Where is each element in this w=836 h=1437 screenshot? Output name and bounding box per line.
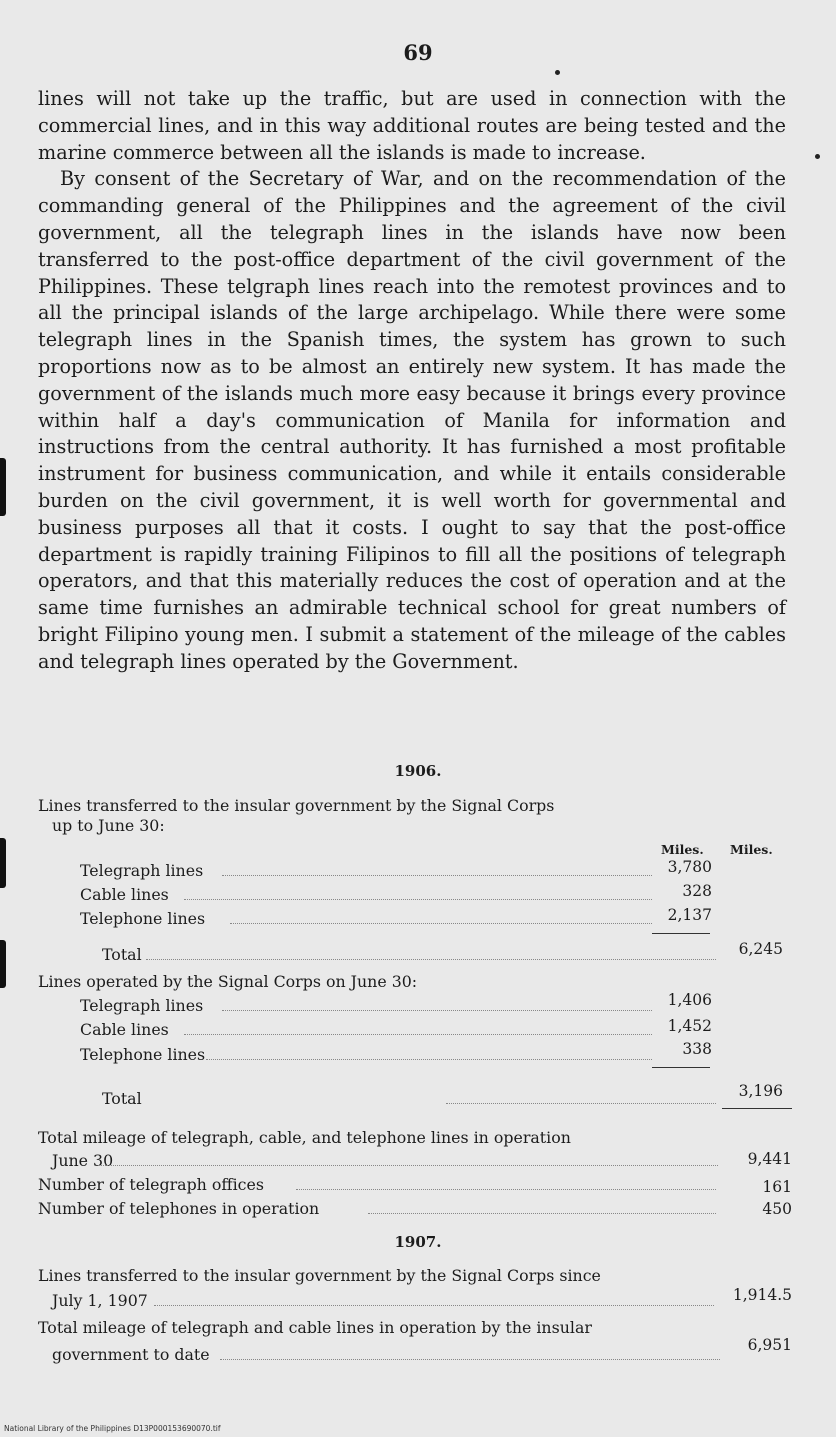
column-header-miles: Miles.	[661, 842, 704, 857]
row-label: Telephone lines	[80, 1045, 206, 1064]
dot-leader	[206, 1059, 652, 1060]
dot-leader	[220, 1359, 720, 1360]
insular-mileage-value: 6,951	[747, 1336, 792, 1354]
binding-mark	[0, 458, 6, 516]
total-label: Total	[102, 945, 142, 964]
dot-leader	[296, 1189, 716, 1190]
offices-value: 161	[762, 1178, 792, 1196]
year-heading-1907: 1907.	[394, 1233, 442, 1251]
row-value: 2,137	[667, 906, 712, 924]
dot-leader	[222, 1010, 652, 1011]
dot-leader	[230, 923, 652, 924]
transferred-heading: Lines transferred to the insular government by the Signal Corps	[38, 796, 555, 815]
sum-rule	[652, 1067, 710, 1068]
paragraph: lines will not take up the traffic, but are used in connection with the commercial lines, and in this way additional routes are being tested and the marine commerce between all the islands is made to increase.	[38, 87, 786, 164]
dot-leader	[184, 1034, 652, 1035]
total-value: 3,196	[738, 1082, 783, 1100]
row-label: Number of telephones in operation	[38, 1199, 320, 1218]
row-value: 338	[682, 1040, 712, 1058]
dot-leader	[184, 899, 652, 900]
year-heading-1906: 1906.	[394, 762, 442, 780]
row-value: 1,452	[667, 1017, 712, 1035]
transferred-1907-label: Lines transferred to the insular government by the Signal Corps since	[38, 1266, 601, 1285]
dot-leader	[154, 1305, 714, 1306]
paragraph: By consent of the Secretary of War, and on the recommendation of the commanding general of the Philippines and the agreement of the civil government, all the telegraph lines in the islands have now been transferred to the post-office department of the civil government of the Philippines. These telgraph lines reach into the remotest provinces and to all the principal islands of the large archipelago. While there were some telegraph lines in the Spanish times, the system has grown to such proportions now as to be almost an entirely new system. It has made the government of the islands much more easy because it brings every province within half a day's communication of Manila for information and instructions from the central authority. It has furnished a most profitable instrument for business communication, and while it entails considerable burden on the civil government, it is well worth for governmental and business purposes all that it costs. I ought to say that the post-office department is rapidly training Filipinos to fill all the positions of telegraph operators, and that this materially reduces the cost of operation and at the same time furnishes an admirable technical school for great numbers of bright Filipino young men. I submit a statement of the mileage of the cables and telegraph lines operated by the Government.	[38, 167, 786, 673]
telephones-value: 450	[762, 1200, 792, 1218]
row-label: Telegraph lines	[80, 861, 204, 880]
total-mileage-value: 9,441	[747, 1150, 792, 1168]
page-number: 69	[403, 40, 433, 65]
column-header-miles: Miles.	[730, 842, 773, 857]
total-mileage-label: Total mileage of telegraph, cable, and telephone lines in operation	[38, 1128, 571, 1147]
dot-leader	[446, 1103, 716, 1104]
row-label: Cable lines	[80, 885, 169, 904]
operated-heading: Lines operated by the Signal Corps on June 30:	[38, 972, 418, 991]
scan-footer: National Library of the Philippines D13P000153690070.tif	[4, 1424, 221, 1433]
row-label: July 1, 1907	[52, 1291, 148, 1310]
print-speck	[555, 70, 560, 75]
binding-mark	[0, 838, 6, 888]
total-value: 6,245	[738, 940, 783, 958]
row-label: Telegraph lines	[80, 996, 204, 1015]
total-label: Total	[102, 1089, 142, 1108]
dot-leader	[146, 959, 716, 960]
row-label: Number of telegraph offices	[38, 1175, 264, 1194]
row-label: Cable lines	[80, 1020, 169, 1039]
print-speck	[815, 154, 820, 159]
body-text	[38, 86, 786, 676]
transferred-heading-cont: up to June 30:	[52, 816, 165, 835]
dot-leader	[368, 1213, 716, 1214]
row-value: 328	[682, 882, 712, 900]
dot-leader	[222, 875, 652, 876]
transferred-1907-value: 1,914.5	[732, 1286, 792, 1304]
row-value: 1,406	[667, 991, 712, 1009]
dot-leader	[98, 1165, 718, 1166]
insular-mileage-label: Total mileage of telegraph and cable lines in operation by the insular	[38, 1318, 592, 1337]
row-label: Telephone lines	[80, 909, 206, 928]
row-value: 3,780	[667, 858, 712, 876]
sum-rule	[652, 933, 710, 934]
row-label: government to date	[52, 1345, 210, 1364]
row-label: June 30	[52, 1151, 114, 1170]
sum-rule	[722, 1108, 792, 1109]
binding-mark	[0, 940, 6, 988]
